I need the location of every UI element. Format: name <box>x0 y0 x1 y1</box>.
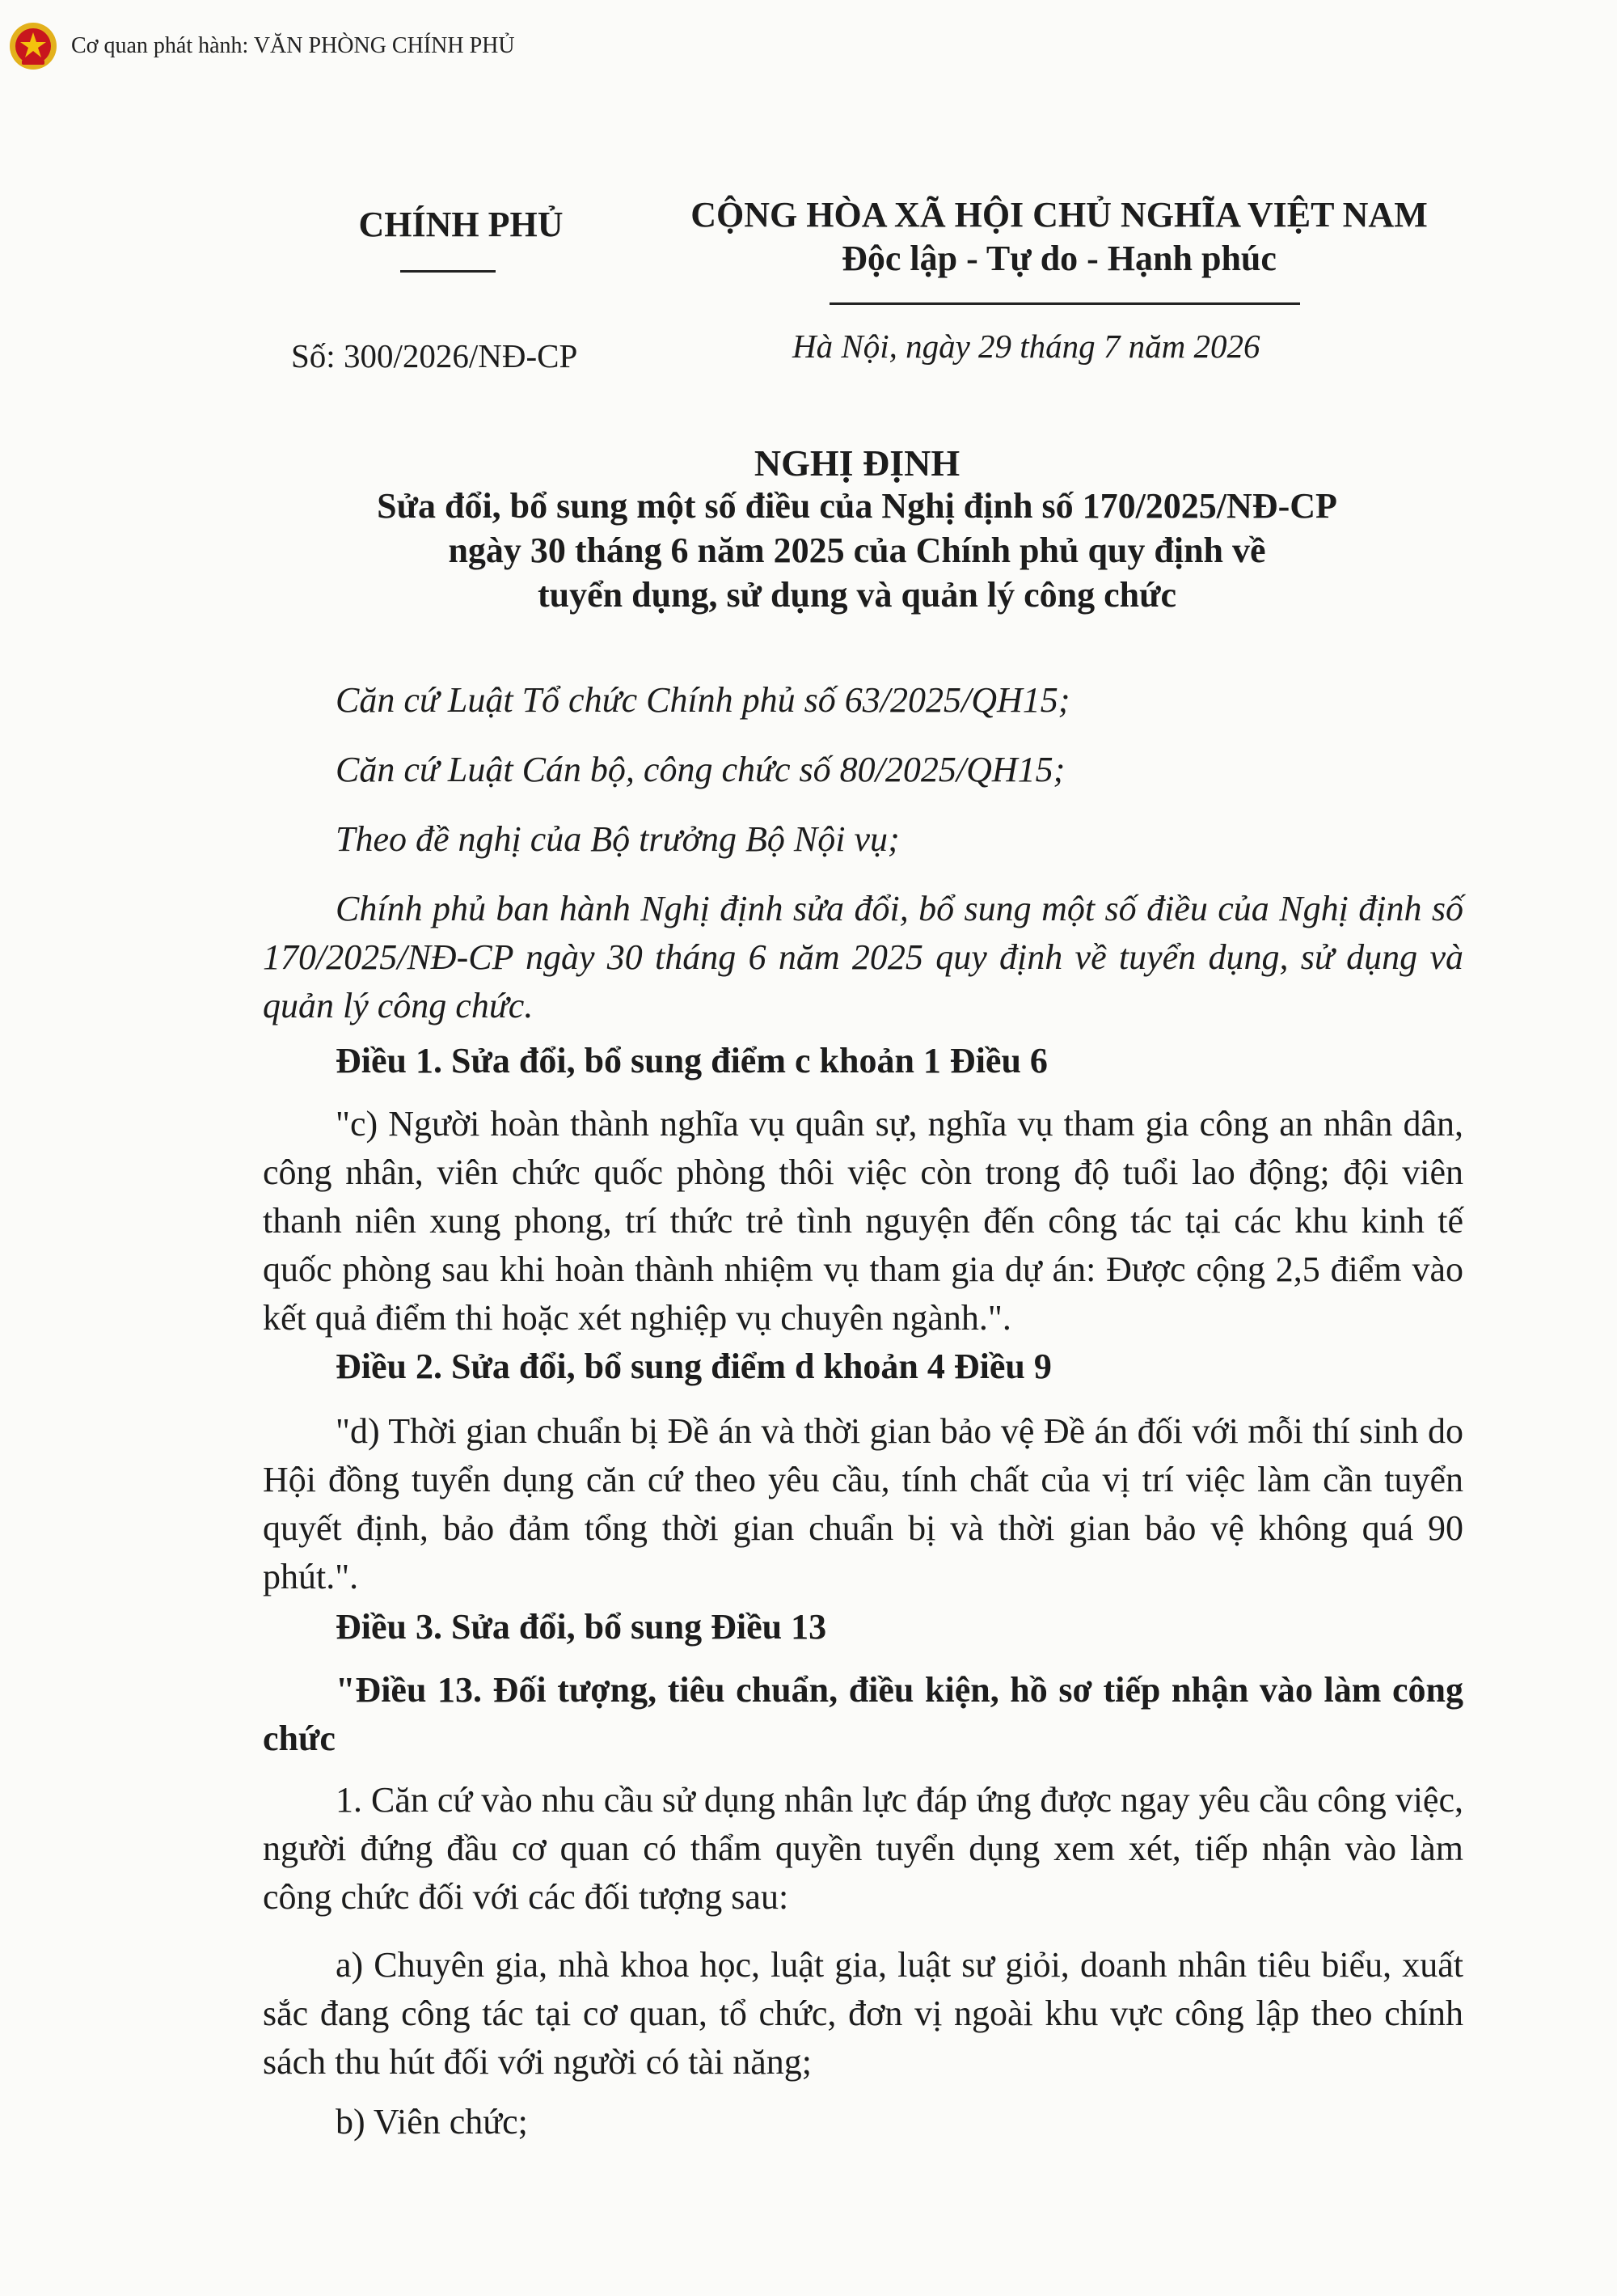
legal-basis: Căn cứ Luật Tổ chức Chính phủ số 63/2025/QH15; <box>336 680 1070 720</box>
article-1-heading: Điều 1. Sửa đổi, bổ sung điểm c khoản 1 Điều 6 <box>336 1041 1048 1080</box>
article-3-heading: Điều 3. Sửa đổi, bổ sung Điều 13 <box>336 1607 827 1647</box>
issuer-label: Cơ quan phát hành: VĂN PHÒNG CHÍNH PHỦ <box>71 33 515 58</box>
country-name: CỘNG HÒA XÃ HỘI CHỦ NGHĨA VIỆT NAM <box>690 195 1428 235</box>
motto-underline <box>830 302 1300 305</box>
document-number: Số: 300/2026/NĐ-CP <box>291 337 578 374</box>
document-title-line: ngày 30 tháng 6 năm 2025 của Chính phủ quy định về <box>448 531 1266 570</box>
place-date: Hà Nội, ngày 29 tháng 7 năm 2026 <box>792 328 1260 365</box>
point-a: a) Chuyên gia, nhà khoa học, luật gia, luật sư giỏi, doanh nhân tiêu biểu, xuất sắc đang công tác tại cơ quan, tổ chức, đơn vị ngoài khu vực công lập theo chính sách thu hút đối với người có tài năng; <box>263 1945 1463 2082</box>
article-2-text: "d) Thời gian chuẩn bị Đề án và thời gian bảo vệ Đề án đối với mỗi thí sinh do Hội đồng tuyển dụng căn cứ theo yêu cầu, tính chất của vị trí việc làm cần tuyển quyết định, bảo đảm tổng thời gian chuẩn bị và thời gian bảo vệ không quá 90 phút.". <box>263 1411 1463 1596</box>
proposal-basis: Theo đề nghị của Bộ trưởng Bộ Nội vụ; <box>336 819 900 859</box>
promulgation-clause: Chính phủ ban hành Nghị định sửa đổi, bổ sung một số điều của Nghị định số 170/2025/NĐ-CP ngày 30 tháng 6 năm 2025 quy định về tuyển dụng, sử dụng và quản lý công chức. <box>263 889 1463 1025</box>
article-2-heading: Điều 2. Sửa đổi, bổ sung điểm d khoản 4 Điều 9 <box>336 1347 1052 1386</box>
document-title-line: tuyển dụng, sử dụng và quản lý công chức <box>537 575 1177 615</box>
document-type: NGHỊ ĐỊNH <box>754 442 960 484</box>
agency-name: CHÍNH PHỦ <box>358 205 564 244</box>
clause-1: 1. Căn cứ vào nhu cầu sử dụng nhân lực đáp ứng được ngay yêu cầu công việc, người đứng đầu cơ quan có thẩm quyền tuyển dụng xem xét, tiếp nhận vào làm công chức đối với các đối tượng sau: <box>263 1780 1463 1917</box>
issuer-bar <box>8 18 515 74</box>
national-emblem-icon <box>8 21 58 71</box>
article-13-heading: "Điều 13. Đối tượng, tiêu chuẩn, điều kiện, hồ sơ tiếp nhận vào làm công chức <box>263 1670 1463 1758</box>
agency-underline <box>400 270 496 273</box>
point-b: b) Viên chức; <box>336 2102 528 2142</box>
national-motto: Độc lập - Tự do - Hạnh phúc <box>842 239 1277 278</box>
legal-basis: Căn cứ Luật Cán bộ, công chức số 80/2025/QH15; <box>336 750 1066 789</box>
article-1-text: "c) Người hoàn thành nghĩa vụ quân sự, nghĩa vụ tham gia công an nhân dân, công nhân, viên chức quốc phòng thôi việc còn trong độ tuổi lao động; đội viên thanh niên xung phong, trí thức trẻ tình nguyện đến công tác tại các khu kinh tế quốc phòng sau khi hoàn thành nhiệm vụ tham gia dự án: Được cộng 2,5 điểm vào kết quả điểm thi hoặc xét nghiệp vụ chuyên ngành.". <box>263 1104 1463 1338</box>
document-title-line: Sửa đổi, bổ sung một số điều của Nghị định số 170/2025/NĐ-CP <box>377 486 1337 526</box>
